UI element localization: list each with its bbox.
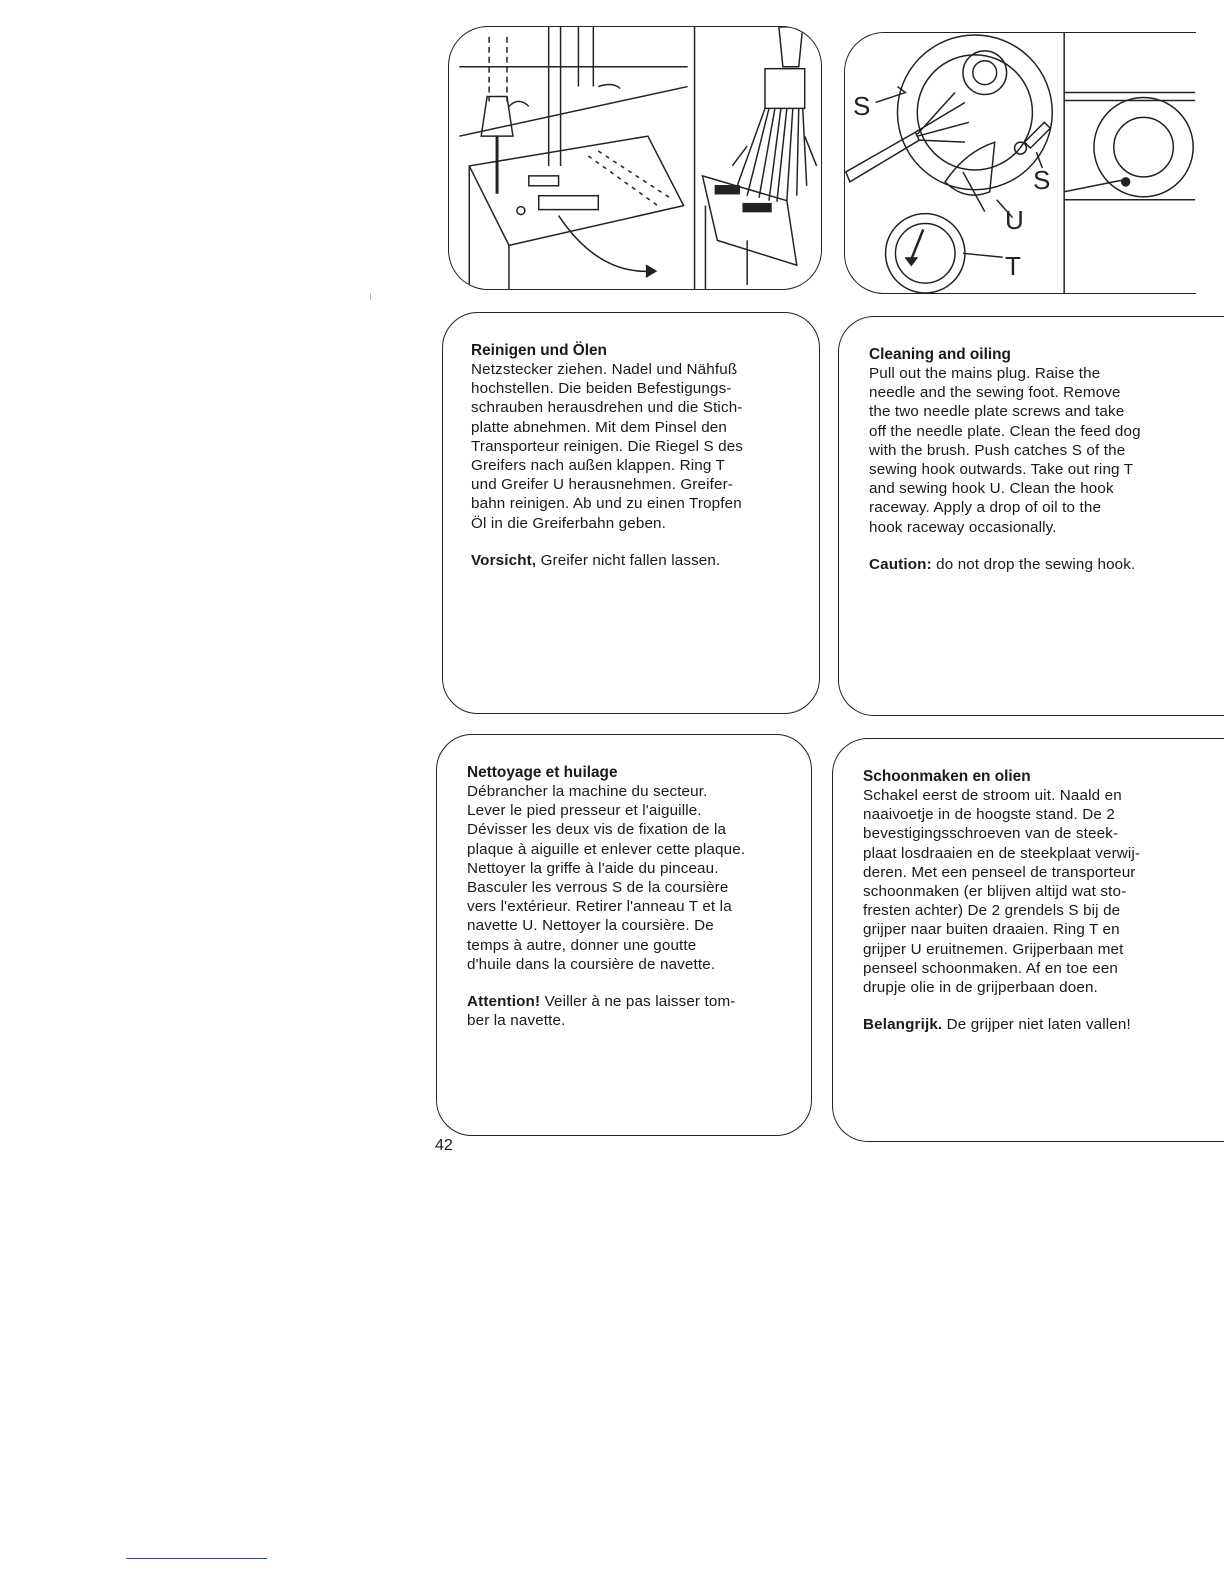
note-label: Attention!	[467, 993, 541, 1011]
label-t: T	[1005, 251, 1021, 281]
note-label: Vorsicht,	[471, 551, 537, 569]
label-u: U	[1005, 205, 1024, 235]
section-heading: Schoonmaken en olien	[863, 768, 1031, 785]
note-label: Caution:	[869, 555, 932, 573]
note-text: Veiller à ne pas laisser tom- ber la navette.	[467, 993, 736, 1030]
note-text: De grijper niet laten vallen!	[942, 1016, 1131, 1034]
note-text: do not drop the sewing hook.	[931, 555, 1136, 573]
section-dutch	[832, 738, 1224, 1142]
section-body: Pull out the mains plug. Raise the needle and the sewing foot. Remove the two needle plate screws and take off the needle plate. Clean the feed dog with the brush. Push catches S of the sewing hook outwards. Take out ring T and sewing hook U. Clean the hook raceway. Apply a drop of oil to the hook raceway occasionally.	[869, 365, 1141, 536]
section-note	[863, 1015, 1224, 1034]
label-s-left: S	[853, 91, 871, 121]
section-note	[869, 555, 1224, 574]
section-body: Schakel eerst de stroom uit. Naald en naaivoetje in de hoogste stand. De 2 bevestigingsschroeven van de steek- plaat losdraaien en de steekplaat verwij- deren. Met een penseel de transporteur schoonmaken (er blijven altijd wat sto- fresten achter) De 2 grendels S bij de grijper naar buiten draaien. Ring T en grijper U eruitnemen. Grijperbaan met penseel schoonmaken. Af en toe een drupje olie in de grijperbaan doen.	[863, 787, 1141, 997]
footer-rule	[126, 1558, 267, 1559]
section-body: Netzstecker ziehen. Nadel und Nähfuß hochstellen. Die beiden Befestigungs- schrauben herausdrehen und die Stich- platte abnehmen. Mit dem Pinsel den Transporteur reinigen. Die Riegel S des Greifers nach außen klappen. Ring T und Greifer U herausnehmen. Greifer- bahn reinigen. Ab und zu einen Tropfen Öl in die Greiferbahn geben.	[471, 361, 744, 532]
section-heading: Reinigen und Ölen	[471, 342, 607, 359]
stray-mark	[370, 293, 371, 300]
section-heading: Nettoyage et huilage	[467, 764, 618, 781]
section-english	[838, 316, 1224, 716]
figure-sewing-hook	[844, 32, 1196, 294]
section-note	[471, 551, 805, 570]
section-heading: Cleaning and oiling	[869, 346, 1011, 363]
label-s-right: S	[1033, 165, 1051, 195]
note-label: Belangrijk.	[863, 1016, 943, 1034]
section-french	[436, 734, 812, 1136]
section-german	[442, 312, 820, 714]
needle-plate-illustration	[449, 27, 821, 289]
figure-needle-plate-and-brush	[448, 26, 822, 290]
section-body: Débrancher la machine du secteur. Lever le pied presseur et l'aiguille. Dévisser les deux vis de fixation de la plaque à aiguille et enlever cette plaque. Nettoyer la griffe à l'aide du pinceau. Basculer les verrous S de la coursière vers l'extérieur. Retirer l'anneau T et la navette U. Nettoyer la coursière. De temps à autre, donner une goutte d'huile dans la coursière de navette.	[467, 783, 746, 973]
page-number: 42	[435, 1137, 453, 1154]
section-note	[467, 992, 797, 1030]
note-text: Greifer nicht fallen lassen.	[536, 551, 721, 569]
